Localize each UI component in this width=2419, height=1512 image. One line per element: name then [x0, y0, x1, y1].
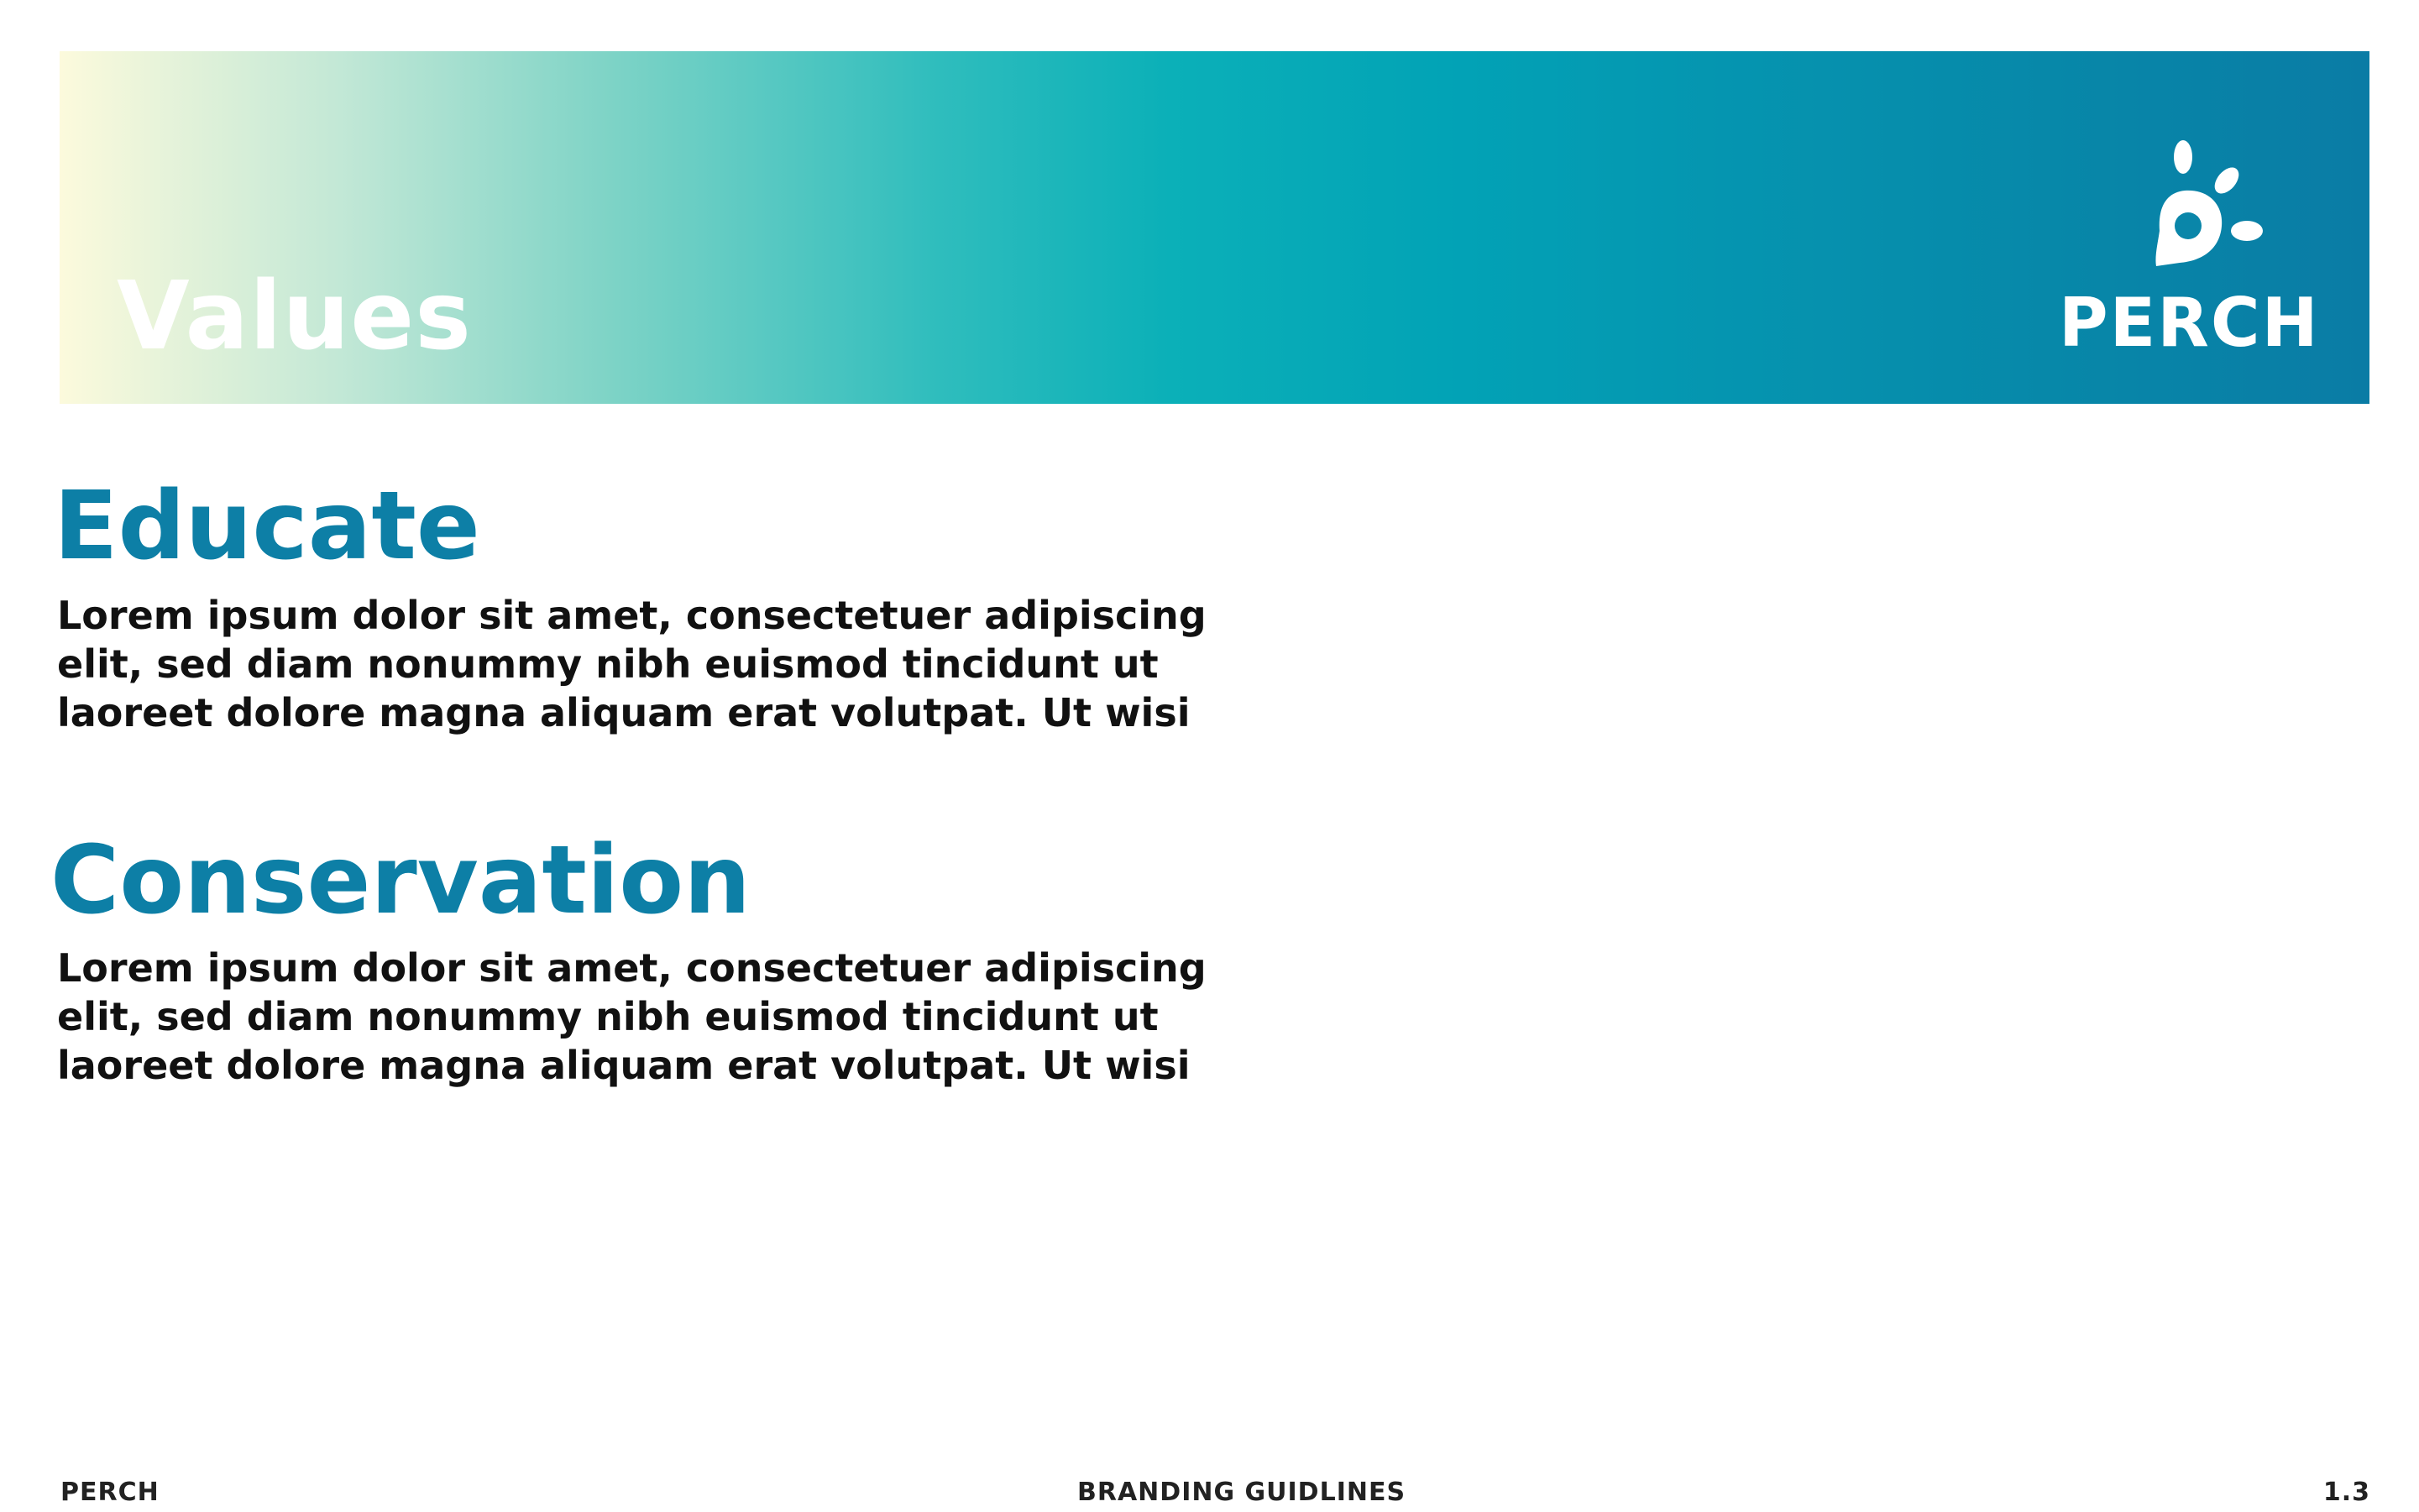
brand-wordmark: PERCH	[2059, 284, 2320, 362]
footer-document-title: BRANDING GUIDLINES	[1077, 1478, 1406, 1507]
section-body-educate: Lorem ipsum dolor sit amet, consectetuer adipiscing elit, sed diam nonummy nibh euismod tincidunt ut laoreet dolore magna aliquam erat volutpat. Ut wisi	[57, 593, 1207, 735]
section-heading-conservation: Conservation	[50, 826, 751, 935]
section-body-conservation: Lorem ipsum dolor sit amet, consectetuer adipiscing elit, sed diam nonummy nibh euismod tincidunt ut laoreet dolore magna aliquam erat volutpat. Ut wisi	[57, 945, 1207, 1088]
section-heading-educate: Educate	[54, 472, 480, 581]
footer-brand: PERCH	[60, 1478, 160, 1507]
header-banner	[60, 51, 2369, 404]
page-title: Values	[117, 262, 472, 371]
perch-bird-icon	[2133, 139, 2267, 273]
footer-page-number: 1.3	[2322, 1478, 2370, 1507]
brand-logo	[2059, 139, 2320, 362]
